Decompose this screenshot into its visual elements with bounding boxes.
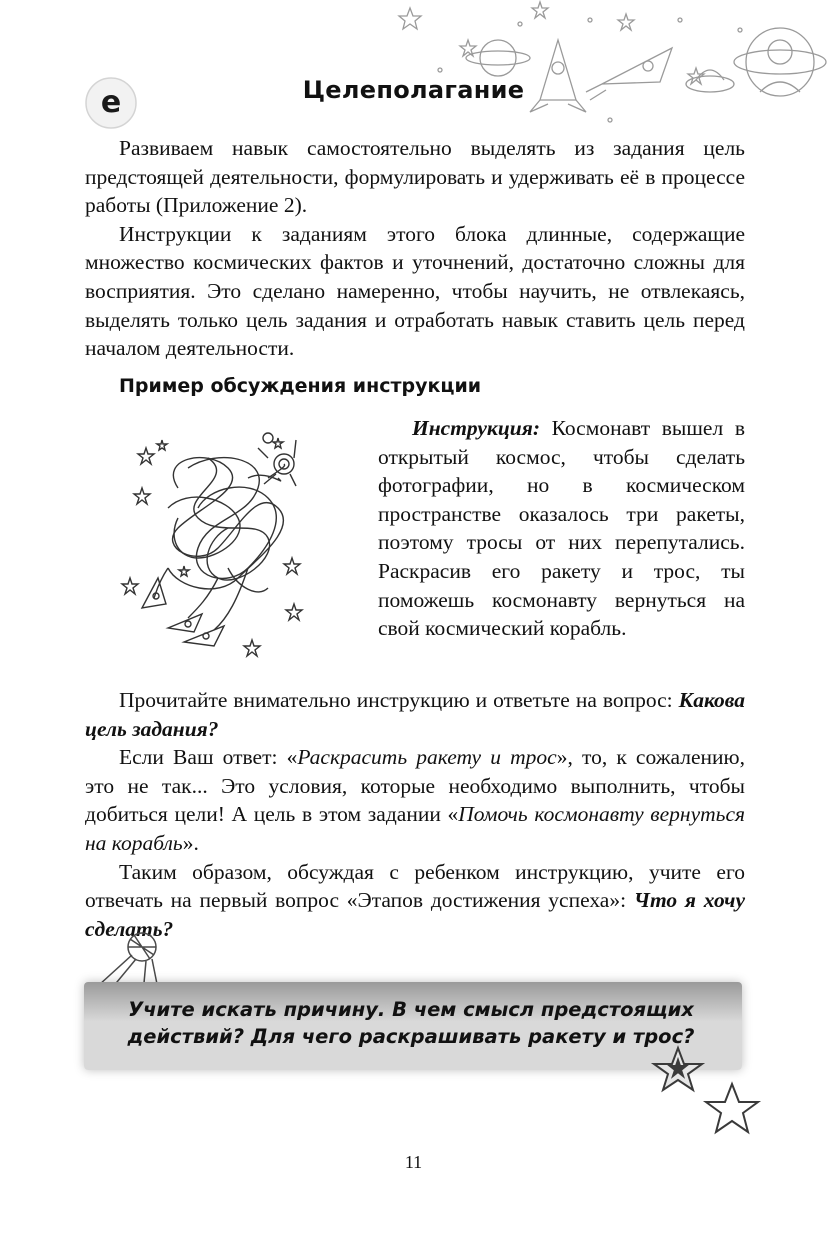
star-icon: [284, 558, 300, 574]
example-heading: Пример обсуждения инструкции: [119, 375, 482, 397]
intro-paragraph: Инструкции к заданиям этого блока длинные, содержащие множество космических фактов и уточнений, достаточно сложны для восприятия. Это сделано намеренно, чтобы научить, не отвлекаясь, выделять только цель задания и отработать навык ставить цель перед началом деятельности.: [85, 221, 745, 361]
star-icon: [138, 448, 154, 464]
star-icon: [244, 640, 260, 656]
star-icon: [179, 566, 189, 576]
tip-note-box: [84, 982, 742, 1070]
wrong-answer-quote: Раскрасить ракету и трос: [297, 745, 557, 770]
star-icon: [706, 1084, 758, 1132]
discussion-text: ».: [182, 830, 199, 855]
discussion-paragraph: [85, 743, 745, 857]
ufo-icon: [686, 70, 734, 92]
intro-paragraph: Развиваем навык самостоятельно выделять из задания цель предстоящей деятельности, формулировать и удерживать её в процессе работы (Приложение 2).: [85, 136, 745, 218]
discussion-text: Если Ваш ответ: «: [119, 745, 298, 770]
star-icon: [273, 438, 283, 448]
discussion-text: », то, к сожалению, это не так... Это условия, которые необходимо выполнить, чтобы добиться цели! А цель в этом задании «: [85, 745, 745, 827]
star-icon: [157, 440, 167, 450]
star-icon: [654, 1048, 702, 1090]
instruction-text: Космонавт вышел в открытый космос, чтобы сделать фотографии, но в космическом пространстве оказалось три ракеты, поэтому тросы от них перепутались. Раскрасив его ракету и трос, ты поможешь космонавту вернуться на свой космический корабль.: [378, 416, 745, 641]
instruction-label: Инструкция:: [412, 416, 540, 440]
goal-question: Какова цель задания?: [85, 688, 745, 741]
discussion-paragraph: [85, 686, 745, 743]
rocket-icon: [168, 614, 202, 632]
logo-letter: e: [100, 85, 122, 120]
goal-quote: Помочь космонавту вернуться на корабль: [85, 802, 745, 855]
discussion-text: Прочитайте внимательно инструкцию и ответьте на вопрос:: [119, 688, 679, 712]
space-doodles-illustration: [380, 0, 827, 130]
discussion-section: [85, 686, 745, 943]
success-question: Что я хочу сделать?: [85, 888, 745, 941]
stars-decoration: [650, 1042, 765, 1142]
discussion-text: Таким образом, обсуждая с ребенком инструкцию, учите его отвечать на первый вопрос «Этапов достижения успеха»:: [85, 859, 745, 913]
rocket-icon: [184, 626, 224, 646]
intro-section: [85, 134, 745, 363]
star-icon: [618, 14, 634, 30]
page-title: Целеполагание: [302, 76, 525, 104]
star-icon: [532, 2, 548, 18]
example-instruction: [378, 414, 745, 643]
star-icon: [134, 488, 150, 504]
tangled-ropes-maze-illustration: [118, 418, 380, 658]
star-icon: [399, 8, 421, 29]
tip-note-text: Учите искать причину. В чем смысл предстоящих действий? Для чего раскрашивать ракету и трос?: [127, 998, 695, 1048]
rocket-icon: [142, 578, 166, 608]
astronaut-icon: [734, 28, 826, 96]
page-number: 11: [404, 1152, 423, 1172]
star-icon: [286, 604, 302, 620]
star-icon: [122, 578, 138, 594]
discussion-paragraph: [85, 858, 745, 944]
e-logo-badge: [84, 76, 138, 130]
